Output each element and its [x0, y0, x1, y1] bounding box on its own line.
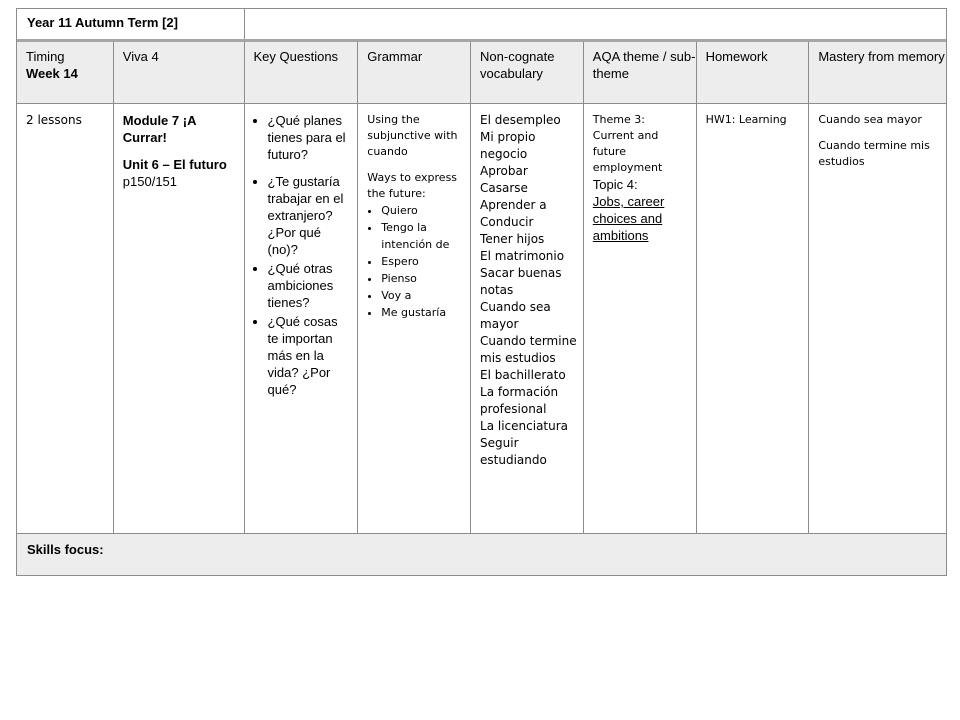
vocab-item: El desempleo — [480, 113, 561, 127]
grammar-item: • Quiero — [381, 202, 464, 219]
mastery-item: Cuando termine mis estudios — [818, 139, 930, 168]
header-grammar: Grammar — [358, 42, 471, 103]
vocab-item: Mi propio negocio — [480, 130, 536, 161]
grammar-ways: Ways to express the future: — [367, 171, 458, 200]
vocab-item: Aprender a Conducir — [480, 198, 547, 229]
grammar-item: • Tengo la intención de — [381, 219, 464, 253]
cell-viva — [114, 104, 245, 533]
unit-title — [123, 156, 238, 190]
topic-label: Topic 4: — [592, 177, 638, 192]
skills-focus: Skills focus: — [17, 534, 946, 575]
vocab-item: El matrimonio — [480, 249, 565, 263]
grammar-item: • Me gustaría — [381, 304, 464, 321]
vocab-item: El bachillerato — [480, 368, 566, 382]
header-key-questions: Key Questions — [245, 42, 359, 103]
term-title: Year 11 Autumn Term [2] — [17, 9, 245, 39]
lesson-row — [17, 104, 946, 534]
cell-key-questions — [245, 104, 359, 533]
key-question-item: • ¿Te gustaría trabajar en el extranjero? ¿Por qué (no)? — [268, 173, 352, 258]
vocab-item: Casarse — [480, 181, 528, 195]
cell-timing: 2 lessons — [17, 104, 114, 533]
vocab-item: La formación profesional — [480, 385, 559, 416]
cell-aqa-theme — [584, 104, 697, 533]
vocab-item: Cuando termine mis estudios — [480, 334, 577, 365]
vocab-item: Cuando sea mayor — [480, 300, 551, 331]
theme-text: Theme 3: Current and future employment — [592, 113, 663, 174]
header-timing — [17, 42, 114, 103]
topic-text: Jobs, career choices and ambitions — [592, 194, 665, 243]
header-vocabulary: Non-cognate vocabulary — [471, 42, 584, 103]
key-questions-list — [254, 112, 352, 398]
grammar-item: • Espero — [381, 253, 464, 270]
vocab-item: Sacar buenas notas — [480, 266, 562, 297]
mastery-item: Cuando sea mayor — [818, 113, 922, 126]
vocab-item: La licenciatura — [480, 419, 569, 433]
key-question-item: • ¿Qué otras ambiciones tienes? — [268, 260, 352, 311]
grammar-intro: Using the subjunctive with cuando — [367, 113, 458, 158]
cell-grammar — [358, 104, 471, 533]
header-mastery: Mastery from memory — [818, 49, 945, 64]
grammar-item: • Voy a — [381, 287, 464, 304]
header-viva: Viva 4 — [114, 42, 245, 103]
vocab-item: Seguir estudiando — [480, 436, 547, 467]
key-question-item: • ¿Qué cosas te importan más en la vida? ¿Por qué? — [268, 313, 352, 398]
header-row — [17, 42, 946, 104]
vocab-item: Tener hijos — [480, 232, 545, 246]
key-question-item: • ¿Qué planes tienes para el futuro? — [268, 112, 352, 163]
title-row — [17, 9, 946, 42]
scheme-of-work-table — [16, 8, 947, 576]
vocab-item: Aprobar — [480, 164, 528, 178]
title-blank-cell — [245, 9, 946, 39]
header-aqa-theme: AQA theme / sub-theme — [584, 42, 697, 103]
unit-pages: p150/151 — [122, 174, 178, 189]
grammar-item: • Pienso — [381, 270, 464, 287]
header-timing-week: Week 14 — [26, 66, 78, 81]
header-homework: Homework — [697, 42, 810, 103]
cell-mastery — [809, 104, 946, 533]
cell-homework: HW1: Learning — [697, 104, 810, 533]
module-title: Module 7 ¡A Currar! — [122, 113, 196, 145]
cell-vocabulary — [471, 104, 584, 533]
unit-name: Unit 6 – El futuro — [122, 157, 227, 172]
header-timing-label: Timing — [26, 49, 65, 64]
grammar-list — [367, 202, 464, 321]
